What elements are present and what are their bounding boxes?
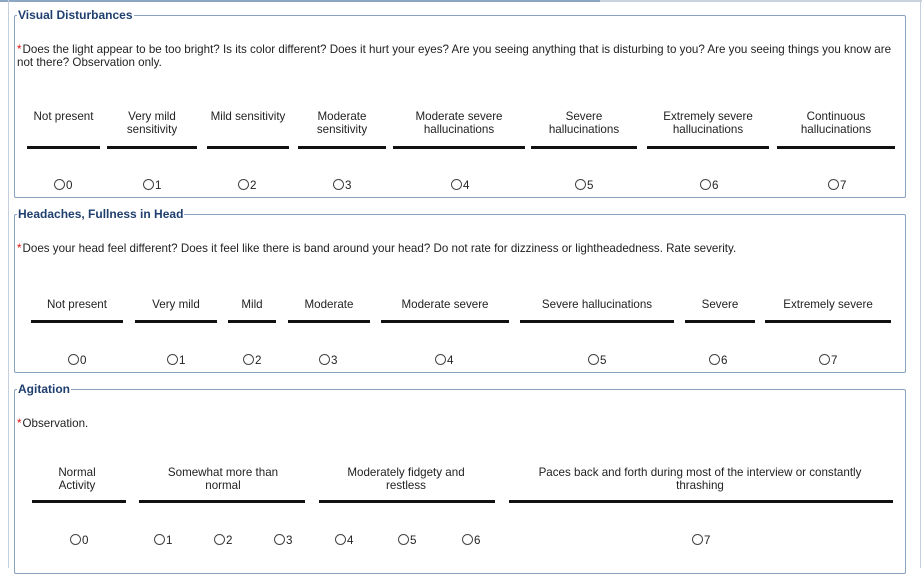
radio-circle-icon[interactable] — [692, 534, 703, 545]
radio-circle-icon[interactable] — [700, 179, 711, 190]
option-label: Moderate sensitivity — [316, 110, 368, 136]
radio-option-0[interactable] — [68, 354, 86, 368]
radio-circle-icon[interactable] — [435, 354, 446, 365]
radio-value: 1 — [155, 179, 162, 192]
radio-value: 4 — [447, 354, 454, 367]
radio-circle-icon[interactable] — [143, 179, 154, 190]
radio-value: 2 — [250, 179, 257, 192]
option-label: Moderate severe — [401, 298, 489, 311]
radio-option-2[interactable] — [238, 179, 256, 193]
radio-value: 1 — [179, 354, 186, 367]
radio-value: 0 — [66, 179, 73, 192]
radio-circle-icon[interactable] — [451, 179, 462, 190]
required-marker: * — [17, 417, 22, 430]
radio-option-7[interactable] — [819, 354, 837, 368]
question-body: Observation. — [22, 417, 89, 430]
group-underline — [32, 500, 126, 503]
option-label: Extremely severe — [783, 298, 873, 311]
option-underline — [685, 320, 755, 323]
group-label: Normal Activity — [58, 466, 96, 492]
radio-option-0[interactable] — [70, 534, 88, 548]
group-label: Paces back and forth during most of the interview or constantly thrashing — [538, 466, 862, 492]
radio-circle-icon[interactable] — [588, 354, 599, 365]
radio-option-3[interactable] — [274, 534, 292, 548]
radio-circle-icon[interactable] — [167, 354, 178, 365]
option-label: Continuous hallucinations — [800, 110, 872, 136]
option-label: Mild sensitivity — [210, 110, 286, 123]
radio-option-5[interactable] — [575, 179, 593, 193]
group-underline — [319, 500, 495, 503]
section-headaches — [14, 207, 906, 373]
radio-value: 3 — [286, 534, 293, 547]
radio-value: 2 — [226, 534, 233, 547]
radio-circle-icon[interactable] — [462, 534, 473, 545]
radio-value: 5 — [410, 534, 417, 547]
option-label: Severe — [701, 298, 739, 311]
radio-option-7[interactable] — [828, 179, 846, 193]
radio-circle-icon[interactable] — [274, 534, 285, 545]
option-underline — [207, 146, 289, 149]
radio-circle-icon[interactable] — [214, 534, 225, 545]
radio-value: 4 — [463, 179, 470, 192]
question-body: Does your head feel different? Does it feel like there is band around your head? Do not rate for dizziness or lightheadedness. Rate severity. — [22, 242, 737, 255]
option-label: Not present — [33, 110, 94, 123]
radio-circle-icon[interactable] — [319, 354, 330, 365]
radio-circle-icon[interactable] — [54, 179, 65, 190]
radio-circle-icon[interactable] — [70, 534, 81, 545]
top-border-left — [0, 0, 600, 2]
radio-option-4[interactable] — [435, 354, 453, 368]
radio-circle-icon[interactable] — [68, 354, 79, 365]
option-label: Very mild — [152, 298, 200, 311]
option-underline — [520, 320, 674, 323]
radio-option-6[interactable] — [462, 534, 480, 548]
top-border — [0, 0, 922, 3]
required-marker: * — [17, 43, 22, 56]
radio-option-3[interactable] — [319, 354, 337, 368]
radio-option-0[interactable] — [54, 179, 72, 193]
section-agitation — [14, 382, 906, 574]
radio-circle-icon[interactable] — [335, 534, 346, 545]
page-left-border — [8, 0, 9, 568]
radio-option-2[interactable] — [214, 534, 232, 548]
option-label: Mild — [241, 298, 263, 311]
section-title: Visual Disturbances — [18, 8, 133, 22]
radio-circle-icon[interactable] — [398, 534, 409, 545]
radio-option-4[interactable] — [335, 534, 353, 548]
option-underline — [27, 146, 100, 149]
radio-option-3[interactable] — [333, 179, 351, 193]
option-label: Not present — [47, 298, 107, 311]
group-underline — [509, 500, 893, 503]
radio-value: 7 — [831, 354, 838, 367]
option-label: Very mild sensitivity — [126, 110, 178, 136]
radio-circle-icon[interactable] — [154, 534, 165, 545]
option-underline — [647, 146, 769, 149]
radio-circle-icon[interactable] — [828, 179, 839, 190]
radio-value: 4 — [347, 534, 354, 547]
radio-option-5[interactable] — [588, 354, 606, 368]
radio-circle-icon[interactable] — [709, 354, 720, 365]
option-underline — [531, 146, 637, 149]
radio-value: 6 — [721, 354, 728, 367]
radio-value: 6 — [474, 534, 481, 547]
section-title: Agitation — [18, 382, 70, 396]
radio-value: 0 — [80, 354, 87, 367]
option-underline — [107, 146, 197, 149]
radio-option-7[interactable] — [692, 534, 710, 548]
option-label: Severe hallucinations — [541, 298, 653, 311]
radio-value: 6 — [712, 179, 719, 192]
question-text — [17, 43, 899, 69]
option-underline — [298, 146, 386, 149]
top-border-right — [600, 0, 922, 2]
option-label: Moderate — [304, 298, 354, 311]
option-label: Severe hallucinations — [548, 110, 620, 136]
group-label: Somewhat more than normal — [167, 466, 279, 492]
radio-value: 2 — [255, 354, 262, 367]
option-label: Extremely severe hallucinations — [663, 110, 753, 136]
radio-option-2[interactable] — [243, 354, 261, 368]
radio-option-6[interactable] — [700, 179, 718, 193]
question-text — [17, 242, 899, 255]
radio-option-5[interactable] — [398, 534, 416, 548]
radio-option-4[interactable] — [451, 179, 469, 193]
option-underline — [765, 320, 891, 323]
radio-value: 5 — [587, 179, 594, 192]
radio-value: 0 — [82, 534, 89, 547]
option-underline — [288, 320, 370, 323]
radio-circle-icon[interactable] — [819, 354, 830, 365]
page-right-border — [920, 0, 921, 568]
section-visual-disturbances — [14, 8, 906, 198]
required-marker: * — [17, 242, 22, 255]
question-text — [17, 417, 899, 430]
radio-option-6[interactable] — [709, 354, 727, 368]
radio-value: 3 — [331, 354, 338, 367]
radio-option-1[interactable] — [154, 534, 172, 548]
option-underline — [135, 320, 217, 323]
section-title: Headaches, Fullness in Head — [18, 207, 184, 221]
radio-value: 5 — [600, 354, 607, 367]
option-underline — [228, 320, 276, 323]
radio-value: 7 — [704, 534, 711, 547]
radio-circle-icon[interactable] — [243, 354, 254, 365]
option-underline — [381, 320, 509, 323]
radio-circle-icon[interactable] — [333, 179, 344, 190]
radio-circle-icon[interactable] — [238, 179, 249, 190]
option-underline — [393, 146, 525, 149]
radio-value: 7 — [840, 179, 847, 192]
option-underline — [31, 320, 123, 323]
radio-circle-icon[interactable] — [575, 179, 586, 190]
group-label: Moderately fidgety and restless — [347, 466, 465, 492]
option-label: Moderate severe hallucinations — [415, 110, 503, 136]
question-body: Does the light appear to be too bright? Is its color different? Does it hurt your eyes? Are you seeing anything that is disturbing to you? Are you seeing things you know are not there? Observation only. — [17, 43, 892, 69]
radio-option-1[interactable] — [167, 354, 185, 368]
radio-option-1[interactable] — [143, 179, 161, 193]
option-underline — [777, 146, 895, 149]
radio-value: 3 — [345, 179, 352, 192]
radio-value: 1 — [166, 534, 173, 547]
group-underline — [139, 500, 305, 503]
